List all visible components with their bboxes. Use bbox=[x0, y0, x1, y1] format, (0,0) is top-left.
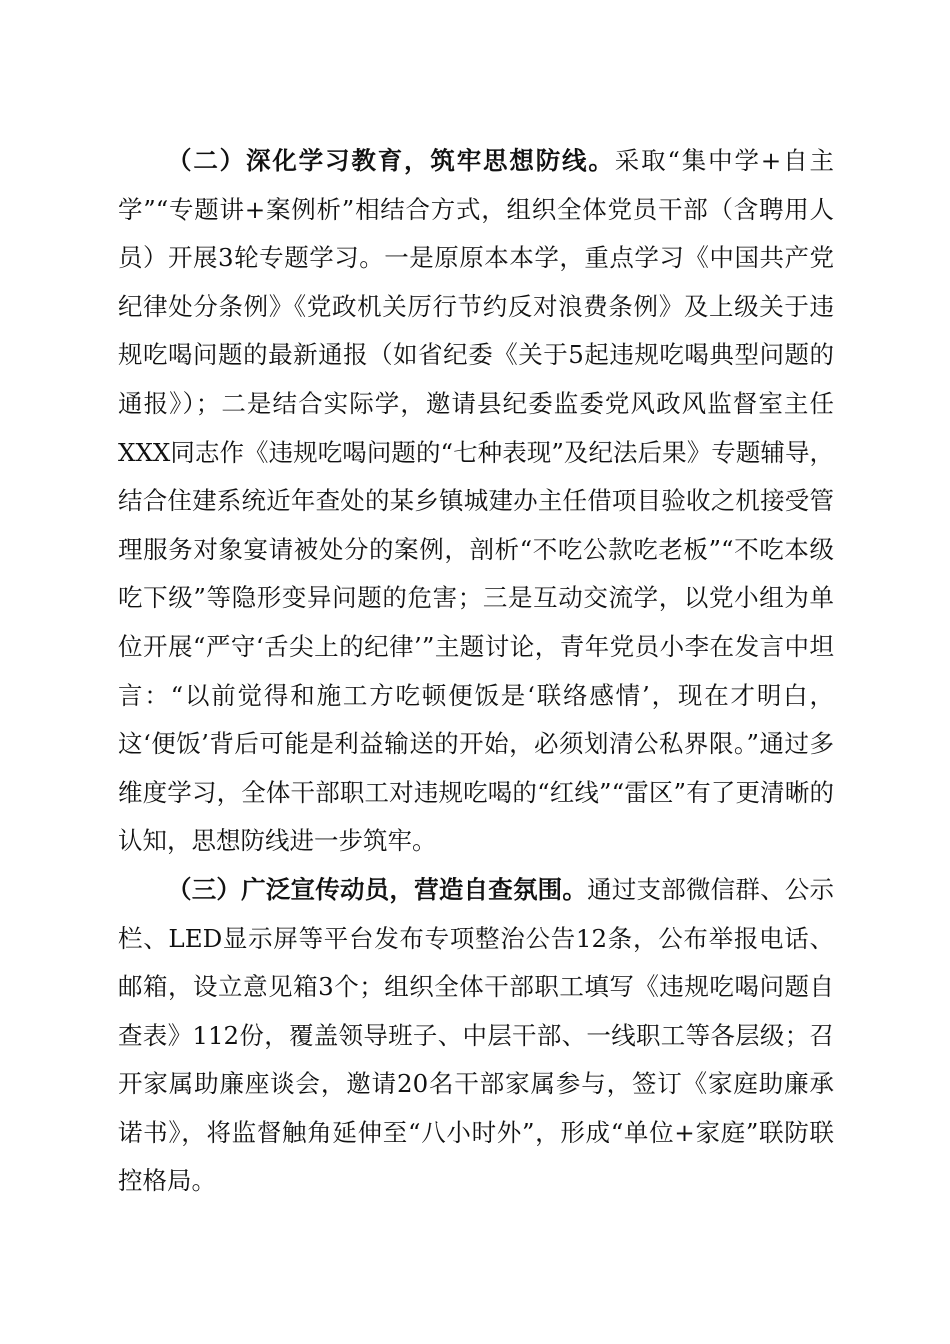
section-heading-2: （二）深化学习教育，筑牢思想防线。 bbox=[167, 146, 615, 175]
section-body-2: 采取“集中学+自主学”“专题讲+案例析”相结合方式，组织全体党员干部（含聘用人员）开展3轮专题学习。一是原原本本学，重点学习《中国共产党纪律处分条例》《党政机关厉行节约反对浪费条例》及上级关于违规吃喝问题的最新通报（如省纪委《关于5起违规吃喝典型问题的通报》）；二是结合实际学，邀请县纪委监委党风政风监督室主任XXX同志作《违规吃喝问题的“七种表现”及纪法后果》专题辅导，结合住建系统近年查处的某乡镇城建办主任借项目验收之机接受管理服务对象宴请被处分的案例，剖析“不吃公款吃老板”“不吃本级吃下级”等隐形变异问题的危害；三是互动交流学，以党小组为单位开展“严守‘舌尖上的纪律’”主题讨论，青年党员小李在发言中坦言：“以前觉得和施工方吃顿便饭是‘联络感情’，现在才明白，这‘便饭’背后可能是利益输送的开始，必须划清公私界限。”通过多维度学习，全体干部职工对违规吃喝的“红线”“雷区”有了更清晰的认知，思想防线进一步筑牢。 bbox=[118, 146, 835, 856]
section-heading-3: （三）广泛宣传动员，营造自查氛围。 bbox=[167, 874, 588, 904]
section-body-3: 通过支部微信群、公示栏、LED显示屏等平台发布专项整治公告12条，公布举报电话、邮箱，设立意见箱3个；组织全体干部职工填写《违规吃喝问题自查表》112份，覆盖领导班子、中层干部、一线职工等各层级；召开家属助廉座谈会，邀请20名干部家属参与，签订《家庭助廉承诺书》，将监督触角延伸至“八小时外”，形成“单位+家庭”联防联控格局。 bbox=[118, 874, 835, 1196]
paragraph-section-2 bbox=[118, 137, 834, 866]
document-body bbox=[118, 137, 834, 1206]
paragraph-section-3 bbox=[118, 866, 834, 1206]
